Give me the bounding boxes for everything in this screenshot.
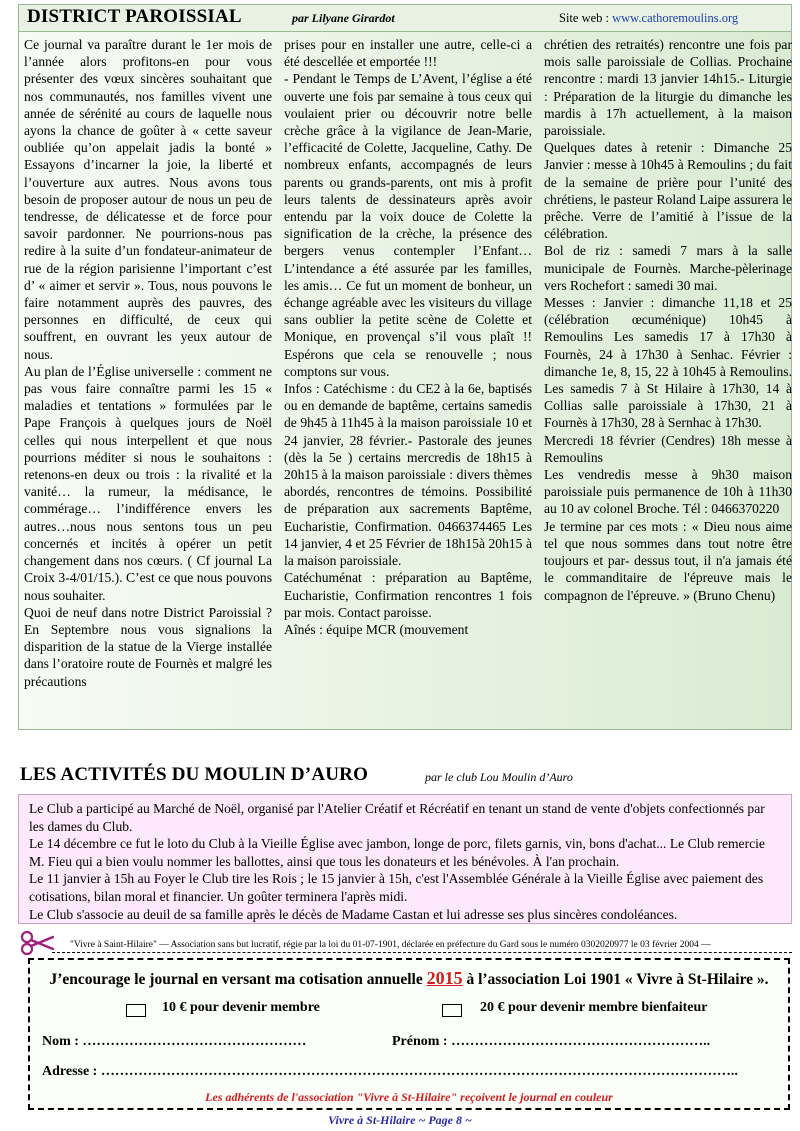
district-column-1 [24, 36, 272, 726]
paragraph: Ce journal va paraître durant le 1er mois de l’année alors profitons-en pour vous présenter des vœux sincères souhaitant que nos communautés, nos familles vivent une année de sérénité au cours de laquelle nous ayons la chance de goûter à « cette saveur oubliée qu’on appelait jadis la bonté » Essayons d’incarner la joie, la liberté et l’ouverture aux autres. Nous avons tous besoin de proposer autour de nous un peu de tendresse, de délicatesse et de force pour savoir pardonner. Ne pourrions-nous pas redire à la suite d’un fondateur-animateur de rue de la région parisienne l’important c’est d’ « aimer et servir ». Tous, nous pouvons le faire notamment auprès des pauvres, des personnes en difficulté, de ceux qui souffrent, en ouvrant les yeux autour de nous. [24, 37, 272, 362]
paragraph: Catéchuménat : préparation au Baptême, Eucharistie, Confirmation rencontres 1 fois par mois. Contact paroisse. [284, 570, 532, 620]
paragraph: chrétien des retraités) rencontre une fois par mois salle paroissiale de Collias. Prochaine rencontre : mardi 13 janvier 14h15.- Liturgie : Préparation de la liturgie du dimanche les mardis à 17h actuellement, à la maison paroissiale. [544, 37, 792, 139]
membership-year: 2015 [426, 968, 463, 988]
scissors-icon [20, 930, 54, 956]
activities-title: LES ACTIVITÉS DU MOULIN D’AURO [20, 764, 369, 785]
activities-box [18, 794, 792, 924]
member-checkbox[interactable] [126, 1004, 146, 1017]
paragraph: Mercredi 18 février (Cendres) 18h messe à Remoulins [544, 432, 792, 465]
benefactor-option-label: 20 € pour devenir membre bienfaiteur [480, 1000, 708, 1015]
paragraph: prises pour en installer une autre, celle-ci a été descellée et emportée !!! [284, 37, 532, 70]
paragraph: Quelques dates à retenir : Dimanche 25 Janvier : messe à 10h45 à Remoulins ; du fait de la semaine de prière pour l’unité des chrétiens, le pasteur Roland Laipe assurera le prêche. Verre de l’amitié à l’issue de la célébration. [544, 140, 792, 242]
paragraph: Infos : Catéchisme : du CE2 à la 6e, baptisés ou en demande de baptême, certains samedis de 9h45 à 11h45 à la maison paroissiale 10 et 24 janvier, 28 février.- Pastorale des jeunes (dès la 5e ) certains mercredis de 18h15 à 20h15 à la maison paroissiale : divers thèmes abordés, rencontres de témoins. Possibilité de préparation aux sacrements Baptême, Eucharistie, Confirmation. 0466374465 Les 14 janvier, 4 et 25 Février de 18h15à 20h15 à la maison paroissiale. [284, 381, 532, 569]
paragraph: Le Club s'associe au deuil de sa famille après le décès de Madame Castan et lui adresse ses plus sincères condoléances. [29, 906, 678, 922]
district-body [18, 32, 792, 730]
cut-line [52, 952, 792, 953]
paragraph: Quoi de neuf dans notre District Paroissial ? En Septembre nous vous signalions la disparition de la statue de la Vierge installée dans l’oratoire route de Fournès et malgré les précautions [24, 604, 272, 689]
paragraph: Au plan de l’Église universelle : comment ne pas vous faire connaître parmi les 15 « maladies et tentations » formulées par le Pape François à quelques jours de Noël celles qui nous interpellent et que nous pourrions méditer si nous le souhaitons : retenons-en deux ou trois : la rivalité et la vanité… la rumeur, la médisance, le commérage… l’indifférence envers les autres…nous nous sentons tous un peu concernés et incités à opérer un petit changement dans nos cœurs. ( Cf journal La Croix 3-4/01/15.). C’est ce que nous pouvons nous souhaiter. [24, 363, 272, 603]
association-legal-line: "Vivre à Saint-Hilaire" — Association sans but lucratif, régie par la loi du 01-07-1901, déclarée en préfecture du Gard sous le numéro 0302020977 le 03 février 2004 — [70, 940, 711, 950]
district-column-3 [544, 36, 792, 726]
district-website [559, 11, 738, 26]
name-field[interactable]: Nom : ………………………………………… [42, 1034, 307, 1049]
paragraph: Le 14 décembre ce fut le loto du Club à la Vieille Église avec jambon, longe de porc, filets garnis, vin, bons d'achat... Le Club remercie M. Fieu qui a bien voulu nommer les ballottes, ainsi que tous les donateurs et les bénévoles. À l'an prochain. [29, 836, 765, 869]
paragraph: Aînés : équipe MCR (mouvement [284, 621, 469, 637]
district-header [18, 4, 792, 32]
district-author: par Lilyane Girardot [292, 11, 395, 25]
paragraph: - Pendant le Temps de L’Avent, l’église a été ouverte une fois par semaine à tous ceux qui voulaient prier ou découvrir notre belle crèche grâce à la vigilance de Jean-Marie, l’efficacité de Colette, Jacqueline, Cathy. De nombreux enfants, accompagnés de leurs parents ou grands-parents, ont mis à profit leurs talents de dessinateurs après avoir entendu par la voix douce de Colette la signification de la crèche, la présence des bergers venus contempler l’Enfant… L’intendance a été assurée par les familles, les amis… Ce fut un moment de bonheur, un échange agréable avec les visiteurs du village sans oublier la petite scène de Colette et Monique, en provençal s’il vous plaît !! Espérons que cela se renouvelle ; nous comptons sur vous. [284, 71, 532, 379]
membership-form [28, 958, 790, 1110]
website-link[interactable]: www.cathoremoulins.org [612, 11, 739, 25]
paragraph: Bol de riz : samedi 7 mars à la salle municipale de Fournès. Marche-pèlerinage vers Rochefort : samedi 30 mai. [544, 243, 792, 293]
paragraph: Les vendredis messe à 9h30 maison paroissiale puis permanence de 10h à 11h30 au 10 av colonel Broche. Tél : 0466370220 [544, 467, 792, 517]
district-column-2 [284, 36, 532, 726]
website-label: Site web : [559, 11, 613, 25]
first-name-field[interactable]: Prénom : ……………………………………………….. [392, 1034, 711, 1049]
paragraph: Le 11 janvier à 15h au Foyer le Club tire les Rois ; le 15 janvier à 15h, c'est l'Assemblée Générale à la Vieille Église avec paiement des cotisations, bilan moral et financier. Un goûter terminera l'après midi. [29, 871, 764, 904]
member-option-label: 10 € pour devenir membre [162, 1000, 320, 1015]
membership-heading [30, 968, 788, 989]
district-title: DISTRICT PAROISSIAL [27, 6, 242, 27]
benefactor-checkbox[interactable] [442, 1004, 462, 1017]
heading-text-end: à l’association Loi 1901 « Vivre à St-Hilaire ». [462, 971, 769, 988]
paragraph: Le Club a participé au Marché de Noël, organisé par l'Atelier Créatif et Récréatif en tenant un stand de vente d'objets confectionnés par les dames du Club. [29, 801, 765, 834]
heading-text-start: J’encourage le journal en versant ma cotisation annuelle [49, 971, 427, 988]
page-footer: Vivre à St-Hilaire ~ Page 8 ~ [328, 1113, 472, 1127]
address-field[interactable]: Adresse : ……………………………………………………………………………………………………………………….. [42, 1064, 738, 1079]
membership-note: Les adhérents de l'association "Vivre à St-Hilaire" reçoivent le journal en couleur [205, 1090, 613, 1104]
activities-author: par le club Lou Moulin d’Auro [425, 770, 573, 784]
paragraph: Je termine par ces mots : « Dieu nous aime tel que nous sommes dans tout notre être toujours et par- dessus tout, il n'a jamais été le commanditaire de l'épreuve mais le compagnon de l'épreuve. » (Bruno Chenu) [544, 518, 792, 603]
paragraph: Messes : Janvier : dimanche 11,18 et 25 (célébration œcuménique) 10h45 à Remoulins Les samedis 17 à 17h30 à Fournès, 24 à 17h30 à Senhac. Février : dimanche 1e, 8, 15, 22 à 10h45 à Remoulins. Les samedis 7 à St Hilaire à 17h30, 14 à Collias salle paroissiale à 17h30, 21 à Fournès à 17h30, 28 à Sernhac à 17h30. [544, 295, 792, 431]
